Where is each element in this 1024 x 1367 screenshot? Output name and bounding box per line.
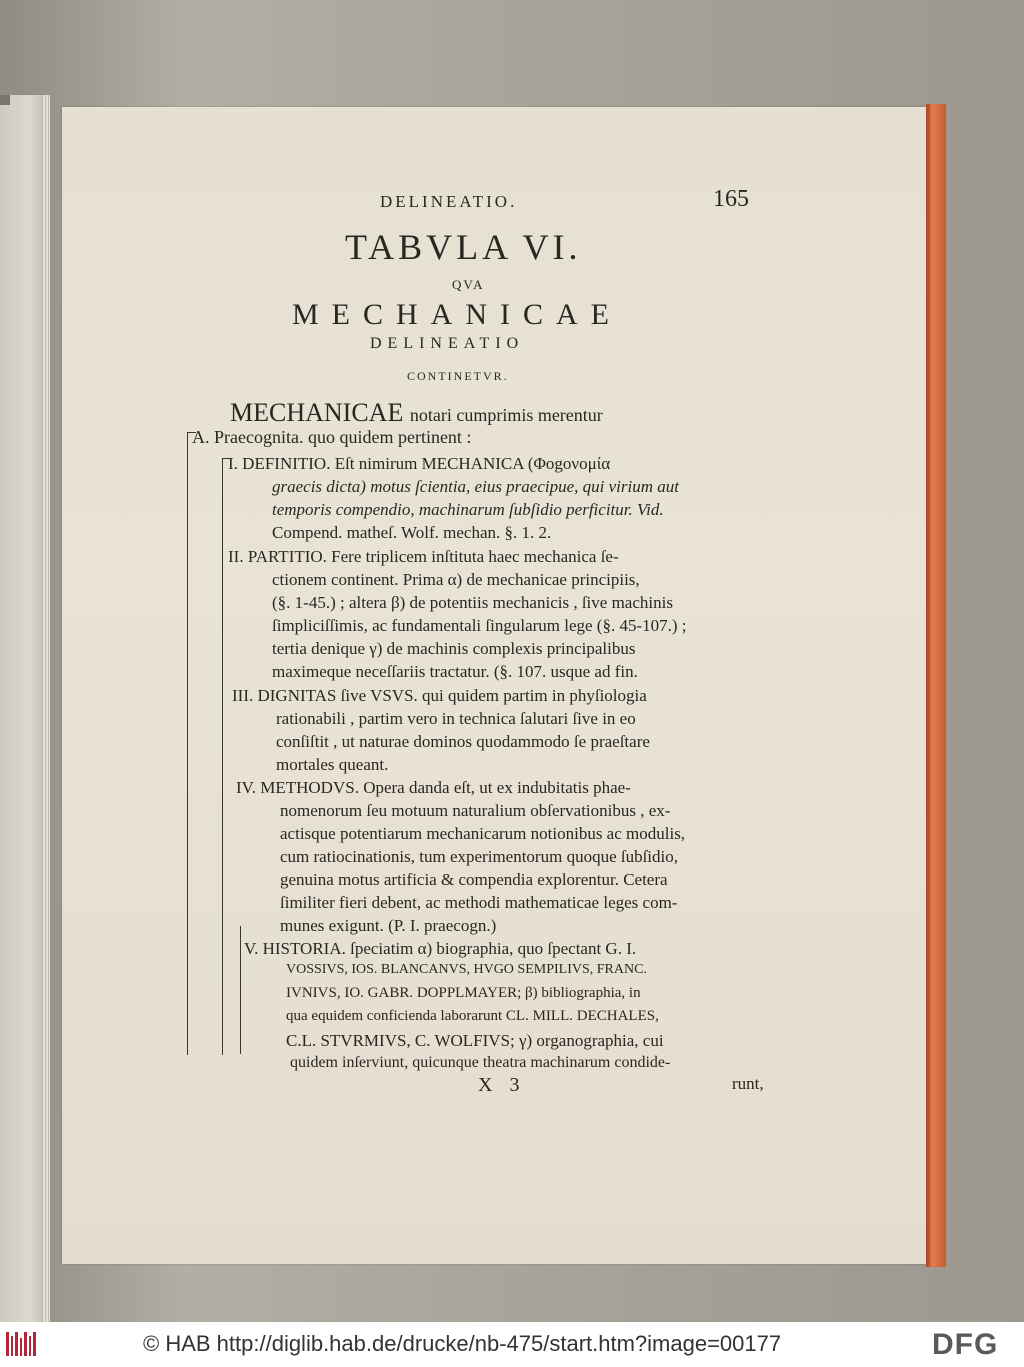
text-line: munes exigunt. (P. I. praecogn.) (280, 916, 497, 935)
line-a: A. Praecognita. quo quidem pertinent : (192, 427, 472, 447)
signature-mark: X 3 (478, 1074, 526, 1096)
intro-rest: notari cumprimis merentur (409, 405, 603, 425)
text-line: actisque potentiarum mechanicarum notionibus ac modulis, (280, 824, 686, 843)
text-line: mortales queant. (276, 755, 389, 774)
dfg-logo: DFG (932, 1328, 999, 1361)
text-line: ctionem continent. Prima α) de mechanicae principiis, (272, 570, 640, 589)
left-corner-tab (0, 95, 10, 105)
text-line: quidem inſerviunt, quicunque theatra machinarum condide- (290, 1054, 671, 1071)
text-line: IVNIVS, IO. GABR. DOPPLMAYER; β) bibliographia, in (286, 985, 641, 1001)
page-title: TABVLA VI. (345, 227, 582, 267)
text-line: qua equidem conficienda laborarunt CL. MILL. DECHALES, (286, 1008, 659, 1024)
intro-big: MECHANICAE (230, 398, 404, 427)
text-line: cum ratiocinationis, tum experimentorum quoque ſubſidio, (280, 847, 679, 866)
subject-title: MECHANICAE (292, 298, 622, 331)
hab-barcode-logo-icon (6, 1330, 38, 1358)
text-line: IV. METHODVS. Opera danda eſt, ut ex indubitatis phae- (236, 778, 631, 797)
text-line: conſiſtit , ut naturae dominos quodammodo ſe praeſtare (276, 732, 650, 751)
text-line: III. DIGNITAS ſive VSVS. qui quidem partim in phyſiologia (232, 686, 647, 705)
text-line: II. PARTITIO. Fere triplicem inſtituta haec mechanica ſe- (228, 547, 619, 566)
footer-copyright-link[interactable]: © HAB http://diglib.hab.de/drucke/nb-475/start.htm?image=00177 (143, 1331, 782, 1356)
text-line: maximeque neceſſariis tractatur. (§. 107. usque ad fin. (272, 662, 638, 681)
text-line: V. HISTORIA. ſpeciatim α) biographia, quo ſpectant G. I. (244, 939, 637, 958)
intro-line (230, 398, 603, 428)
continetur-label: CONTINETVR. (407, 369, 509, 383)
text-line: graecis dicta) motus ſcientia, eius praecipue, qui virium aut (272, 477, 679, 496)
qua-label: QVA (452, 277, 485, 292)
text-line: VOSSIVS, IOS. BLANCANVS, HVGO SEMPILIVS, FRANC. (286, 962, 647, 977)
text-line: Compend. matheſ. Wolf. mechan. §. 1. 2. (272, 523, 552, 542)
text-line: ſimpliciſſimis, ac fundamentali ſingularum lege (§. 45-107.) ; (272, 616, 687, 635)
text-line: ſimiliter fieri debent, ac methodi mathematicae leges com- (280, 893, 678, 912)
delineatio-label: DELINEATIO (370, 335, 525, 352)
left-page-edge (42, 95, 50, 1322)
bracket-a (187, 432, 196, 1055)
text-line: temporis compendio, machinarum ſubſidio perficitur. Vid. (272, 500, 664, 519)
text-line: C.L. STVRMIVS, C. WOLFIVS; γ) organographia, cui (286, 1031, 664, 1050)
text-line: tertia denique γ) de machinis complexis principalibus (272, 639, 636, 658)
text-line: (§. 1-45.) ; altera β) de potentiis mechanicis , ſive machinis (272, 593, 673, 612)
running-head: DELINEATIO. (380, 192, 518, 211)
page-number: 165 (713, 186, 749, 212)
page-red-edge (926, 104, 946, 1267)
text-line: I. DEFINITIO. Eſt nimirum MECHANICA (Φοgονομία (228, 454, 611, 473)
text-line: rationabili , partim vero in technica ſalutari ſive in eo (276, 709, 636, 728)
text-line: genuina motus artificia & compendia explorentur. Cetera (280, 870, 668, 889)
text-line: nomenorum ſeu motuum naturalium obſervationibus , ex- (280, 801, 671, 820)
catchword: runt, (732, 1074, 764, 1093)
